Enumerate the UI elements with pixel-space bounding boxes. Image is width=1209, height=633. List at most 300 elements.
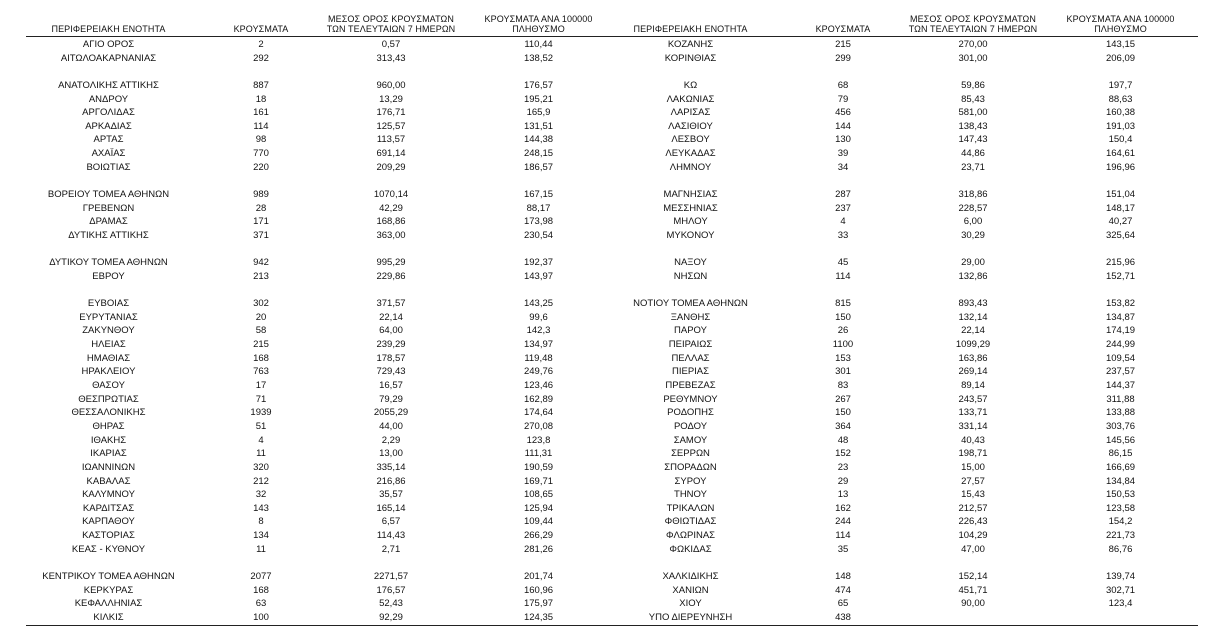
cases-cell: 162 <box>835 502 851 514</box>
cases-cell: 887 <box>253 79 269 91</box>
region-cell: ΕΥΒΟΙΑΣ <box>87 298 130 310</box>
per100k-cell: 266,29 <box>523 530 554 542</box>
avg7-cell: 44,86 <box>961 148 985 160</box>
per100k-cell: 173,98 <box>523 216 554 228</box>
avg7-cell: 960,00 <box>376 79 406 91</box>
table-row <box>608 270 1198 284</box>
cases-cell: 33 <box>837 229 849 241</box>
per100k-cell: 111,31 <box>524 448 553 460</box>
cases-cell: 130 <box>835 134 851 146</box>
avg7-cell: 133,71 <box>958 407 988 419</box>
avg7-cell: 226,43 <box>958 516 988 528</box>
right-table-body <box>608 38 1198 625</box>
avg7-cell: 178,57 <box>376 352 406 364</box>
per100k-cell: 134,97 <box>523 339 554 351</box>
per100k-cell: 139,74 <box>1105 570 1136 582</box>
table-row <box>608 488 1198 502</box>
table-row <box>608 147 1198 161</box>
avg7-cell: 85,43 <box>961 93 985 105</box>
table-row <box>608 38 1198 52</box>
avg7-cell: 147,43 <box>958 134 988 146</box>
table-row <box>608 515 1198 529</box>
avg7-cell: 2271,57 <box>373 570 409 582</box>
region-cell: ΚΟΡΙΝΘΙΑΣ <box>664 52 717 64</box>
table-row <box>608 461 1198 475</box>
region-cell: ΛΗΜΝΟΥ <box>669 161 712 173</box>
avg7-cell: 125,57 <box>376 120 406 132</box>
per100k-cell: 174,64 <box>523 407 554 419</box>
cases-cell: 114 <box>835 530 851 542</box>
header-region: ΠΕΡΙΦΕΡΕΙΑΚΗ ΕΝΟΤΗΤΑ <box>51 24 166 34</box>
cases-cell: 34 <box>837 161 849 173</box>
region-cell: ΙΘΑΚΗΣ <box>90 434 127 446</box>
per100k-cell: 134,87 <box>1105 311 1136 323</box>
avg7-cell: 2,29 <box>381 434 401 446</box>
region-cell: ΚΕΡΚΥΡΑΣ <box>83 584 134 596</box>
region-cell: ΑΡΤΑΣ <box>93 134 124 146</box>
per100k-cell: 196,96 <box>1105 161 1136 173</box>
avg7-cell: 114,43 <box>376 530 406 542</box>
header-cases: ΚΡΟΥΣΜΑΤΑ <box>233 24 289 34</box>
per100k-cell: 142,3 <box>526 325 551 337</box>
table-row <box>608 324 1198 338</box>
header-per100k: ΚΡΟΥΣΜΑΤΑ ΑΝΑ 100000 ΠΛΗΘΥΣΜΟ <box>1066 14 1175 34</box>
region-cell: ΛΑΚΩΝΙΑΣ <box>666 93 715 105</box>
per100k-cell: 131,51 <box>523 120 554 132</box>
region-cell: ΤΡΙΚΑΛΩΝ <box>666 502 715 514</box>
avg7-cell: 0,57 <box>381 39 401 50</box>
cases-cell: 152 <box>835 448 851 460</box>
region-cell: ΣΕΡΡΩΝ <box>671 448 710 460</box>
avg7-cell: 52,43 <box>379 598 403 610</box>
avg7-cell: 212,57 <box>958 502 988 514</box>
region-cell: ΗΜΑΘΙΑΣ <box>86 352 131 364</box>
region-cell: ΚΑΒΑΛΑΣ <box>86 475 131 487</box>
per100k-cell: 148,17 <box>1105 202 1136 214</box>
cases-cell: 150 <box>835 311 851 323</box>
per100k-cell: 175,97 <box>523 598 554 610</box>
avg7-cell: 2055,29 <box>373 407 409 419</box>
table-row <box>26 434 616 448</box>
avg7-cell: 331,14 <box>958 420 988 432</box>
cases-cell: 144 <box>835 120 851 132</box>
region-cell: ΗΛΕΙΑΣ <box>91 339 126 351</box>
table-row <box>26 597 616 611</box>
per100k-cell: 166,69 <box>1105 461 1136 473</box>
avg7-cell: 44,00 <box>379 420 403 432</box>
cases-cell: 18 <box>255 93 267 105</box>
cases-cell: 474 <box>835 584 851 596</box>
table-row <box>608 311 1198 325</box>
avg7-cell: 198,71 <box>958 448 988 460</box>
region-cell: ΒΟΙΩΤΙΑΣ <box>86 161 131 173</box>
per100k-cell: 302,71 <box>1105 584 1136 596</box>
cases-cell: 942 <box>253 257 269 269</box>
region-cell: ΒΟΡΕΙΟΥ ΤΟΜΕΑ ΑΘΗΝΩΝ <box>47 189 170 201</box>
region-cell: ΣΑΜΟΥ <box>673 434 708 446</box>
cases-cell: 171 <box>253 216 269 228</box>
table-row <box>608 434 1198 448</box>
per100k-cell: 123,46 <box>523 380 554 392</box>
region-cell: ΙΩΑΝΝΙΝΩΝ <box>81 461 136 473</box>
table-row <box>608 393 1198 407</box>
region-cell: ΜΥΚΟΝΟΥ <box>666 229 715 241</box>
avg7-cell: 47,00 <box>961 543 985 555</box>
avg7-cell: 138,43 <box>958 120 988 132</box>
cases-cell: 292 <box>253 52 269 64</box>
region-cell: ΔΥΤΙΚΟΥ ΤΟΜΕΑ ΑΘΗΝΩΝ <box>49 257 168 269</box>
region-cell: ΦΩΚΙΔΑΣ <box>669 543 712 555</box>
table-row <box>26 515 616 529</box>
region-cell: ΘΗΡΑΣ <box>92 420 125 432</box>
region-cell: ΣΠΟΡΑΔΩΝ <box>664 461 717 473</box>
table-row <box>608 188 1198 202</box>
table-row <box>26 488 616 502</box>
avg7-cell: 79,29 <box>379 393 403 405</box>
cases-cell: 17 <box>255 380 267 392</box>
per100k-cell: 191,03 <box>1105 120 1136 132</box>
table-row <box>26 584 616 598</box>
table-row <box>608 202 1198 216</box>
region-cell: ΡΟΔΟΠΗΣ <box>667 407 714 419</box>
table-row <box>26 188 616 202</box>
cases-cell: 48 <box>837 434 849 446</box>
table-row <box>608 543 1198 557</box>
table-row <box>608 161 1198 175</box>
per100k-cell: 197,7 <box>1108 79 1133 91</box>
per100k-cell: 270,08 <box>523 420 554 432</box>
table-spacer-row <box>26 284 616 298</box>
table-row <box>608 447 1198 461</box>
avg7-cell: 239,29 <box>376 339 406 351</box>
cases-cell: 71 <box>255 393 267 405</box>
avg7-cell: 6,57 <box>381 516 401 528</box>
per100k-cell: 88,17 <box>526 202 551 214</box>
table-row <box>26 133 616 147</box>
cases-cell: 302 <box>253 298 269 310</box>
header-region: ΠΕΡΙΦΕΡΕΙΑΚΗ ΕΝΟΤΗΤΑ <box>633 24 748 34</box>
per100k-cell: 138,52 <box>523 52 554 64</box>
per100k-cell: 99,6 <box>529 311 548 323</box>
region-cell: ΑΙΤΩΛΟΑΚΑΡΝΑΝΙΑΣ <box>60 52 157 64</box>
left-table-header <box>26 8 616 37</box>
per100k-cell: 160,96 <box>523 584 554 596</box>
header-cases: ΚΡΟΥΣΜΑΤΑ <box>815 24 871 34</box>
region-cell: ΝΟΤΙΟΥ ΤΟΜΕΑ ΑΘΗΝΩΝ <box>633 298 748 310</box>
per100k-cell: 86,76 <box>1108 543 1133 555</box>
table-row <box>26 570 616 584</box>
cases-cell: 220 <box>253 161 269 173</box>
cases-cell: 4 <box>840 216 846 228</box>
per100k-cell: 281,26 <box>523 543 554 555</box>
cases-cell: 168 <box>253 584 269 596</box>
table-row <box>608 597 1198 611</box>
table-spacer-row <box>608 243 1198 257</box>
per100k-cell: 134,84 <box>1105 475 1136 487</box>
avg7-cell: 113,57 <box>376 134 406 146</box>
cases-cell: 51 <box>255 420 267 432</box>
avg7-cell: 228,57 <box>958 202 988 214</box>
cases-cell: 244 <box>835 516 851 528</box>
avg7-cell: 176,57 <box>376 584 406 596</box>
region-cell: ΓΡΕΒΕΝΩΝ <box>82 202 135 214</box>
per100k-cell: 162,89 <box>523 393 554 405</box>
cases-cell: 237 <box>835 202 851 214</box>
per100k-cell: 40,27 <box>1108 216 1133 228</box>
cases-cell: 299 <box>835 52 851 64</box>
avg7-cell: 163,86 <box>958 352 988 364</box>
per100k-cell: 167,15 <box>523 189 554 201</box>
per100k-cell: 109,54 <box>1105 352 1136 364</box>
table-row <box>608 229 1198 243</box>
table-row <box>608 106 1198 120</box>
table-row <box>608 570 1198 584</box>
table-row <box>26 147 616 161</box>
cases-cell: 320 <box>253 461 269 473</box>
per100k-cell: 303,76 <box>1105 420 1136 432</box>
avg7-cell: 59,86 <box>961 79 985 91</box>
table-row <box>608 529 1198 543</box>
cases-cell: 32 <box>255 489 267 501</box>
per100k-cell: 150,53 <box>1105 489 1136 501</box>
cases-cell: 143 <box>253 502 269 514</box>
table-row <box>26 79 616 93</box>
region-cell: ΗΡΑΚΛΕΙΟΥ <box>81 366 136 378</box>
per100k-cell: 311,88 <box>1106 393 1135 405</box>
avg7-cell: 16,57 <box>379 380 403 392</box>
table-row <box>608 215 1198 229</box>
per100k-cell: 123,8 <box>526 434 551 446</box>
cases-cell: 11 <box>256 543 266 555</box>
region-cell: ΚΑΡΔΙΤΣΑΣ <box>82 502 135 514</box>
cases-cell: 153 <box>835 352 851 364</box>
region-cell: ΠΕΛΛΑΣ <box>671 352 710 364</box>
per100k-cell: 206,09 <box>1105 52 1136 64</box>
per100k-cell: 133,88 <box>1105 407 1136 419</box>
table-spacer-row <box>608 174 1198 188</box>
cases-cell: 68 <box>837 79 849 91</box>
avg7-cell: 23,71 <box>961 161 985 173</box>
region-cell: ΧΑΛΚΙΔΙΚΗΣ <box>662 570 719 582</box>
cases-cell: 39 <box>837 148 849 160</box>
per100k-cell: 124,35 <box>523 611 554 623</box>
avg7-cell: 451,71 <box>958 584 988 596</box>
avg7-cell: 318,86 <box>958 189 988 201</box>
table-spacer-row <box>608 556 1198 570</box>
per100k-cell: 160,38 <box>1105 107 1136 119</box>
per100k-cell: 325,64 <box>1105 229 1136 241</box>
table-row <box>608 120 1198 134</box>
cases-cell: 150 <box>835 407 851 419</box>
per100k-cell: 186,57 <box>523 161 554 173</box>
cases-cell: 213 <box>253 270 269 282</box>
cases-cell: 815 <box>835 298 851 310</box>
table-row <box>608 256 1198 270</box>
table-row <box>608 338 1198 352</box>
avg7-cell: 995,29 <box>376 257 406 269</box>
avg7-cell: 30,29 <box>961 229 985 241</box>
region-cell: ΜΕΣΣΗΝΙΑΣ <box>663 202 718 214</box>
cases-cell: 28 <box>255 202 267 214</box>
table-spacer-row <box>26 65 616 79</box>
per100k-cell: 143,15 <box>1105 39 1136 50</box>
cases-cell: 763 <box>253 366 269 378</box>
left-table-body <box>26 38 616 625</box>
avg7-cell: 371,57 <box>376 298 406 310</box>
table-spacer-row <box>26 243 616 257</box>
cases-cell: 63 <box>255 598 267 610</box>
per100k-cell: 123,4 <box>1108 598 1133 610</box>
avg7-cell: 35,57 <box>379 489 403 501</box>
cases-cell: 98 <box>255 134 267 146</box>
cases-cell: 287 <box>835 189 851 201</box>
table-row <box>26 120 616 134</box>
avg7-cell: 269,14 <box>958 366 988 378</box>
table-row <box>26 297 616 311</box>
table-row <box>608 379 1198 393</box>
per100k-cell: 108,65 <box>523 489 554 501</box>
per100k-cell: 145,56 <box>1105 434 1136 446</box>
cases-cell: 8 <box>258 516 264 528</box>
table-row <box>26 311 616 325</box>
cases-cell: 989 <box>253 189 269 201</box>
cases-cell: 29 <box>837 475 849 487</box>
avg7-cell: 270,00 <box>958 39 988 50</box>
avg7-cell: 691,14 <box>376 148 406 160</box>
per100k-cell: 123,58 <box>1105 502 1136 514</box>
avg7-cell: 209,29 <box>376 161 406 173</box>
table-row <box>26 475 616 489</box>
table-row <box>26 502 616 516</box>
avg7-cell: 92,29 <box>379 611 403 623</box>
region-cell: ΘΕΣΣΑΛΟΝΙΚΗΣ <box>71 407 146 419</box>
cases-cell: 1939 <box>250 407 272 419</box>
cases-cell: 13 <box>837 489 849 501</box>
cases-cell: 35 <box>837 543 849 555</box>
region-cell: ΔΥΤΙΚΗΣ ΑΤΤΙΚΗΣ <box>68 229 149 241</box>
avg7-cell: 13,29 <box>379 93 403 105</box>
cases-cell: 20 <box>255 311 267 323</box>
per100k-cell: 165,9 <box>526 107 551 119</box>
per100k-cell: 125,94 <box>523 502 554 514</box>
per100k-cell: 230,54 <box>523 229 554 241</box>
cases-cell: 438 <box>835 611 851 623</box>
cases-cell: 4 <box>258 434 264 446</box>
table-row <box>26 93 616 107</box>
per100k-cell: 176,57 <box>523 79 554 91</box>
table-row <box>26 106 616 120</box>
per100k-cell: 143,25 <box>523 298 554 310</box>
region-cell: ΛΑΡΙΣΑΣ <box>670 107 711 119</box>
avg7-cell: 29,00 <box>961 257 985 269</box>
region-cell: ΠΑΡΟΥ <box>674 325 707 337</box>
avg7-cell: 165,14 <box>376 502 406 514</box>
per100k-cell: 244,99 <box>1105 339 1136 351</box>
table-row <box>26 461 616 475</box>
cases-cell: 148 <box>835 570 851 582</box>
region-cell: ΑΓΙΟ ΟΡΟΣ <box>82 39 135 50</box>
avg7-cell: 363,00 <box>376 229 406 241</box>
cases-cell: 79 <box>837 93 849 105</box>
table-row <box>26 352 616 366</box>
region-cell: ΚΩ <box>683 79 698 91</box>
table-row <box>26 529 616 543</box>
region-cell: ΞΑΝΘΗΣ <box>670 311 711 323</box>
avg7-cell: 15,43 <box>961 489 985 501</box>
per100k-cell: 221,73 <box>1105 530 1136 542</box>
avg7-cell: 229,86 <box>376 270 406 282</box>
region-cell: ΕΒΡΟΥ <box>92 270 125 282</box>
avg7-cell: 1070,14 <box>373 189 409 201</box>
table-row <box>26 324 616 338</box>
avg7-cell: 89,14 <box>961 380 985 392</box>
table-row <box>608 79 1198 93</box>
per100k-cell: 144,37 <box>1105 380 1136 392</box>
per100k-cell: 154,2 <box>1108 516 1133 528</box>
region-cell: ΚΑΡΠΑΘΟΥ <box>82 516 135 528</box>
table-spacer-row <box>608 65 1198 79</box>
region-cell: ΛΑΣΙΘΙΟΥ <box>668 120 713 132</box>
cases-cell: 134 <box>253 530 269 542</box>
avg7-cell: 1099,29 <box>955 339 991 351</box>
per100k-cell: 109,44 <box>523 516 554 528</box>
cases-cell: 301 <box>835 366 851 378</box>
region-cell: ΡΕΘΥΜΝΟΥ <box>663 393 718 405</box>
region-cell: ΑΝΑΤΟΛΙΚΗΣ ΑΤΤΙΚΗΣ <box>58 79 159 91</box>
avg7-cell: 335,14 <box>376 461 406 473</box>
region-cell: ΔΡΑΜΑΣ <box>89 216 128 228</box>
cases-cell: 100 <box>253 611 269 623</box>
per100k-cell: 169,71 <box>523 475 554 487</box>
region-cell: ΧΙΟΥ <box>679 598 702 610</box>
region-cell: ΝΑΞΟΥ <box>674 257 707 269</box>
avg7-cell: 64,00 <box>379 325 403 337</box>
avg7-cell: 243,57 <box>958 393 988 405</box>
avg7-cell: 104,29 <box>958 530 988 542</box>
right-table-header <box>608 8 1198 37</box>
per100k-cell: 215,96 <box>1105 257 1136 269</box>
per100k-cell: 86,15 <box>1108 448 1133 460</box>
cases-cell: 114 <box>835 270 851 282</box>
cases-cell: 456 <box>835 107 851 119</box>
cases-cell: 65 <box>837 598 849 610</box>
cases-cell: 168 <box>253 352 269 364</box>
table-row <box>26 215 616 229</box>
table-row <box>608 475 1198 489</box>
cases-cell: 114 <box>253 120 269 132</box>
table-row <box>608 52 1198 66</box>
per100k-cell: 153,82 <box>1105 298 1136 310</box>
region-cell: ΠΡΕΒΕΖΑΣ <box>665 380 716 392</box>
table-row <box>608 502 1198 516</box>
region-cell: ΛΕΥΚΑΔΑΣ <box>665 148 716 160</box>
region-cell: ΚΕΦΑΛΛΗΝΙΑΣ <box>74 598 143 610</box>
cases-cell: 11 <box>256 448 266 460</box>
header-per100k: ΚΡΟΥΣΜΑΤΑ ΑΝΑ 100000 ΠΛΗΘΥΣΜΟ <box>484 14 593 34</box>
avg7-cell: 90,00 <box>961 598 985 610</box>
region-cell: ΦΛΩΡΙΝΑΣ <box>665 530 716 542</box>
table-row <box>608 297 1198 311</box>
region-cell: ΚΙΛΚΙΣ <box>93 611 124 623</box>
per100k-cell: 237,57 <box>1105 366 1136 378</box>
header-avg7: ΜΕΣΟΣ ΟΡΟΣ ΚΡΟΥΣΜΑΤΩΝ ΤΩΝ ΤΕΛΕΥΤΑΙΩΝ 7 ΗΜΕΡΩΝ <box>326 14 456 34</box>
table-row <box>608 584 1198 598</box>
per100k-cell: 248,15 <box>523 148 554 160</box>
per100k-cell: 201,74 <box>523 570 554 582</box>
region-cell: ΚΑΛΥΜΝΟΥ <box>82 489 135 501</box>
avg7-cell: 22,14 <box>961 325 985 337</box>
cases-cell: 23 <box>837 461 849 473</box>
